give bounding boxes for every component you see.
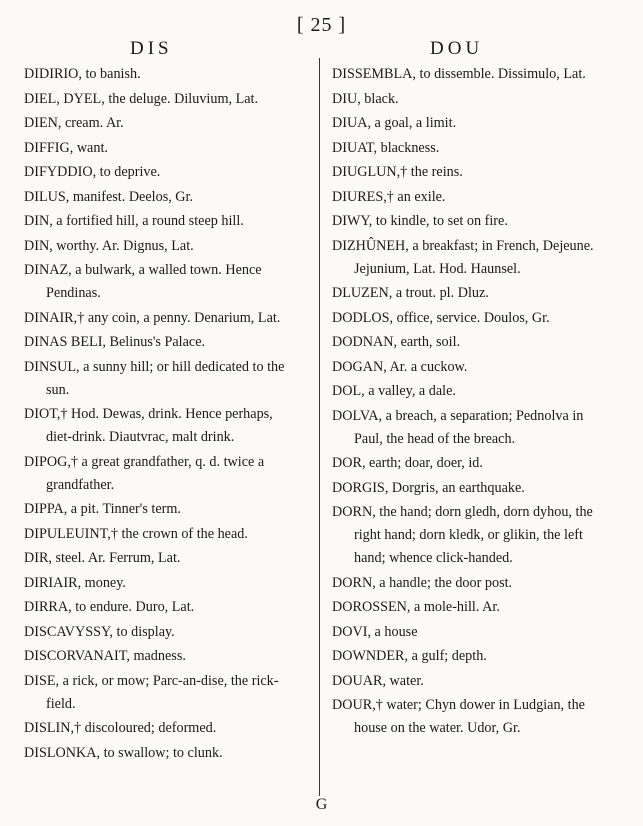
dictionary-entry: DOROSSEN, a mole-hill. Ar. (332, 599, 500, 615)
dictionary-entry: DIWY, to kindle, to set on fire. (332, 213, 508, 229)
dictionary-entry: DODLOS, office, service. Doulos, Gr. (332, 309, 550, 326)
dictionary-entry: DINAZ, a bulwark, a walled town. Hence Pendinas. (24, 262, 262, 301)
dictionary-entry: DIRIAIR, money. (24, 574, 126, 591)
left-column-header: DIS (130, 38, 173, 59)
dictionary-entry: DOLVA, a breach, a separation; Pednolva in Paul, the head of the breach. (332, 407, 584, 447)
dictionary-entry: DOR, earth; doar, doer, id. (332, 455, 483, 471)
dictionary-entry: DIDIRIO, to banish. (24, 66, 141, 82)
dictionary-entry: DORN, a handle; the door post. (332, 574, 513, 591)
dictionary-entry: DIEN, cream. Ar. (24, 115, 124, 131)
dictionary-entry: DIEL, DYEL, the deluge. Diluvium, Lat. (24, 90, 259, 107)
dictionary-entry: DISE, a rick, or mow; Parc-an-dise, the rick-field. (24, 672, 279, 712)
dictionary-entry: DOUAR, water. (332, 672, 424, 689)
dictionary-entry: DOWNDER, a gulf; depth. (332, 648, 487, 664)
column-divider (319, 58, 320, 796)
dictionary-entry: DIPULEUINT,† the crown of the head. (24, 525, 248, 542)
dictionary-entry: DIPPA, a pit. Tinner's term. (24, 501, 181, 517)
page-number: [ 25 ] (296, 14, 347, 36)
dictionary-entry: DIN, a fortified hill, a round steep hill. (24, 213, 244, 229)
dictionary-entry: DINSUL, a sunny hill; or hill dedicated to the sun. (24, 358, 285, 398)
dictionary-entry: DIFYDDIO, to deprive. (24, 164, 161, 180)
dictionary-entry: DOGAN, Ar. a cuckow. (332, 358, 468, 375)
dictionary-entry: DINAS BELI, Belinus's Palace. (24, 334, 206, 350)
left-column (24, 63, 298, 766)
dictionary-entry: DLUZEN, a trout. pl. Dluz. (332, 285, 489, 301)
dictionary-entry: DINAIR,† any coin, a penny. Denarium, Lat. (24, 309, 281, 326)
dictionary-entry: DIR, steel. Ar. Ferrum, Lat. (24, 550, 181, 566)
dictionary-entry: DIOT,† Hod. Dewas, drink. Hence perhaps, diet-drink. Diautvrac, malt drink. (24, 406, 273, 445)
dictionary-entry: DISCAVYSSY, to display. (24, 623, 175, 640)
dictionary-entry: DORN, the hand; dorn gledh, dorn dyhou, the right hand; dorn kledk, or glikin, the left hand; whence click-handed. (332, 504, 593, 566)
dictionary-entry: DORGIS, Dorgris, an earthquake. (332, 479, 525, 496)
dictionary-entry: DISCORVANAIT, madness. (24, 648, 186, 664)
dictionary-entry: DILUS, manifest. Deelos, Gr. (24, 188, 194, 205)
dictionary-entry: DIUGLUN,† the reins. (332, 164, 463, 180)
dictionary-entry: DOUR,† water; Chyn dower in Ludgian, the house on the water. Udor, Gr. (332, 697, 585, 736)
dictionary-entry: DIUA, a goal, a limit. (332, 115, 457, 131)
dictionary-entry: DIURES,† an exile. (332, 188, 446, 205)
dictionary-entry: DIRRA, to endure. Duro, Lat. (24, 599, 195, 615)
dictionary-entry: DISSEMBLA, to dissemble. Dissimulo, Lat. (332, 66, 586, 82)
right-column (332, 63, 604, 742)
signature-mark: G (315, 796, 328, 813)
right-column-header: DOU (430, 38, 484, 59)
dictionary-entry: DOVI, a house (332, 623, 418, 640)
dictionary-entry: DOL, a valley, a dale. (332, 383, 456, 399)
dictionary-entry: DIU, black. (332, 90, 399, 107)
dictionary-entry: DIPOG,† a great grandfather, q. d. twice a grandfather. (24, 453, 265, 493)
dictionary-entry: DIZHÛNEH, a breakfast; in French, Dejeune. Jejunium, Lat. Hod. Haunsel. (332, 237, 594, 277)
dictionary-entry: DIN, worthy. Ar. Dignus, Lat. (24, 237, 194, 254)
dictionary-entry: DIFFIG, want. (24, 139, 108, 156)
dictionary-entry: DISLIN,† discoloured; deformed. (24, 720, 217, 736)
dictionary-entry: DODNAN, earth, soil. (332, 334, 461, 350)
dictionary-entry: DISLONKA, to swallow; to clunk. (24, 744, 223, 761)
dictionary-entry: DIUAT, blackness. (332, 139, 440, 156)
